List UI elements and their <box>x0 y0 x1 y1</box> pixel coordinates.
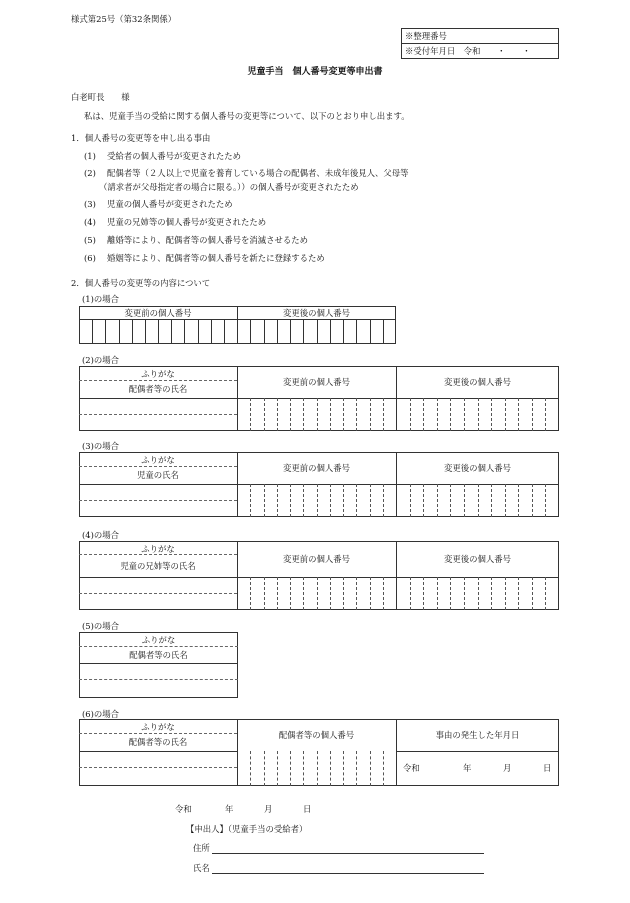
section1-heading: 1．個人番号の変更等を申し出る事由 <box>71 133 211 143</box>
digit-cell-divider <box>383 577 384 610</box>
reason-1-num: (1) <box>84 151 96 161</box>
digit-cell-divider <box>478 484 479 517</box>
digit-cell-divider <box>450 484 451 517</box>
reason-4-text: 児童の兄姉等の個人番号が変更されたため <box>107 217 267 227</box>
digit-cell-divider <box>343 751 344 786</box>
digit-cell-divider <box>450 398 451 431</box>
digit-cell-divider <box>410 484 411 517</box>
case4-name-label: 児童の兄姉等の氏名 <box>120 561 196 571</box>
digit-cell-divider <box>478 577 479 610</box>
digit-cell-divider <box>277 484 278 517</box>
digit-cell-divider <box>264 319 265 344</box>
digit-cell-divider <box>105 319 106 344</box>
digit-cell-divider <box>491 398 492 431</box>
digit-cell-divider <box>330 319 331 344</box>
digit-cell-divider <box>224 319 225 344</box>
digit-cell-divider <box>532 398 533 431</box>
footer-date-year: 年 <box>225 804 234 814</box>
case3-name-label: 児童の氏名 <box>137 470 179 480</box>
addressee: 白老町長 様 <box>71 92 130 102</box>
digit-cell-divider <box>317 577 318 610</box>
case5-label: (5)の場合 <box>82 621 119 631</box>
reference-number-label: ※整理番号 <box>405 31 447 41</box>
case2-name-label: 配偶者等の氏名 <box>128 384 188 394</box>
digit-cell-divider <box>119 319 120 344</box>
reason-2-num: (2) <box>84 168 96 178</box>
digit-cell-divider <box>330 484 331 517</box>
case4-label: (4)の場合 <box>82 530 119 540</box>
digit-cell-divider <box>505 484 506 517</box>
digit-cell-divider <box>303 484 304 517</box>
digit-cell-divider <box>437 577 438 610</box>
digit-cell-divider <box>491 577 492 610</box>
case5-furigana-label: ふりがな <box>141 635 176 645</box>
address-label: 住所 <box>193 843 210 853</box>
digit-cell-divider <box>264 751 265 786</box>
case6-label: (6)の場合 <box>82 709 119 719</box>
digit-cell-divider <box>423 577 424 610</box>
page-title: 児童手当 個人番号変更等申出書 <box>247 67 383 77</box>
reason-4-num: (4) <box>84 217 96 227</box>
digit-cell-divider <box>545 398 546 431</box>
footer-date-era: 令和 <box>175 804 192 814</box>
digit-cell-divider <box>410 577 411 610</box>
receipt-date-label: ※受付年月日 令和 ・ ・ <box>405 46 531 56</box>
digit-cell-divider <box>383 319 384 344</box>
case3-before-header: 変更前の個人番号 <box>283 463 350 473</box>
footer-date-month: 月 <box>264 804 273 814</box>
reason-2-text-cont: （請求者が父母指定者の場合に限る。））の個人番号が変更されたため <box>99 182 359 192</box>
digit-cell-divider <box>505 398 506 431</box>
name-field[interactable] <box>212 873 484 874</box>
case6-date-header: 事由の発生した年月日 <box>435 730 520 740</box>
digit-cell-divider <box>437 484 438 517</box>
digit-cell-divider <box>383 398 384 431</box>
digit-cell-divider <box>303 319 304 344</box>
digit-cell-divider <box>370 751 371 786</box>
digit-cell-divider <box>545 484 546 517</box>
reason-6-text: 婚姻等により、配偶者等の個人番号を新たに登録するため <box>107 253 325 263</box>
reason-5-num: (5) <box>84 235 96 245</box>
applicant-heading: 【申出人】（児童手当の受給者） <box>186 824 308 834</box>
reason-3-num: (3) <box>84 199 96 209</box>
digit-cell-divider <box>532 577 533 610</box>
digit-cell-divider <box>330 577 331 610</box>
digit-cell-divider <box>145 319 146 344</box>
case3-after-header: 変更後の個人番号 <box>444 463 511 473</box>
digit-cell-divider <box>317 319 318 344</box>
digit-cell-divider <box>277 577 278 610</box>
digit-cell-divider <box>518 398 519 431</box>
digit-cell-divider <box>383 484 384 517</box>
case6-date-month: 月 <box>503 763 512 773</box>
digit-cell-divider <box>518 577 519 610</box>
case2-furigana-label: ふりがな <box>141 369 175 379</box>
digit-cell-divider <box>343 398 344 431</box>
digit-cell-divider <box>410 398 411 431</box>
digit-cell-divider <box>250 751 251 786</box>
case1-label: (1)の場合 <box>82 294 119 304</box>
digit-cell-divider <box>290 751 291 786</box>
digit-cell-divider <box>518 484 519 517</box>
digit-cell-divider <box>356 484 357 517</box>
digit-cell-divider <box>277 319 278 344</box>
digit-cell-divider <box>317 484 318 517</box>
digit-cell-divider <box>423 398 424 431</box>
case1-after-header: 変更後の個人番号 <box>283 308 350 318</box>
digit-cell-divider <box>370 484 371 517</box>
digit-cell-divider <box>211 319 212 344</box>
digit-cell-divider <box>303 577 304 610</box>
case4-after-header: 変更後の個人番号 <box>444 554 511 564</box>
digit-cell-divider <box>184 319 185 344</box>
digit-cell-divider <box>356 319 357 344</box>
case1-before-header: 変更前の個人番号 <box>124 308 192 318</box>
case3-label: (3)の場合 <box>82 441 119 451</box>
case4-before-header: 変更前の個人番号 <box>283 554 350 564</box>
digit-cell-divider <box>250 319 251 344</box>
digit-cell-divider <box>250 398 251 431</box>
digit-cell-divider <box>478 398 479 431</box>
case6-furigana-label: ふりがな <box>141 722 175 732</box>
digit-cell-divider <box>158 319 159 344</box>
digit-cell-divider <box>491 484 492 517</box>
case6-number-header: 配偶者等の個人番号 <box>278 730 355 740</box>
reason-2-text: 配偶者等（２人以上で児童を養育している場合の配偶者、未成年後見人、父母等 <box>107 168 409 178</box>
digit-cell-divider <box>330 398 331 431</box>
case4-furigana-label: ふりがな <box>141 544 175 554</box>
digit-cell-divider <box>437 398 438 431</box>
digit-cell-divider <box>356 398 357 431</box>
digit-cell-divider <box>532 484 533 517</box>
case5-name-label: 配偶者等の氏名 <box>129 650 188 660</box>
digit-cell-divider <box>505 577 506 610</box>
digit-cell-divider <box>303 398 304 431</box>
digit-cell-divider <box>277 398 278 431</box>
digit-cell-divider <box>317 398 318 431</box>
name-label: 氏名 <box>193 863 210 873</box>
digit-cell-divider <box>198 319 199 344</box>
case2-label: (2)の場合 <box>82 355 119 365</box>
digit-cell-divider <box>464 398 465 431</box>
case2-before-header: 変更前の個人番号 <box>283 377 350 387</box>
digit-cell-divider <box>250 577 251 610</box>
digit-cell-divider <box>92 319 93 344</box>
digit-cell-divider <box>264 484 265 517</box>
digit-cell-divider <box>464 577 465 610</box>
digit-cell-divider <box>303 751 304 786</box>
address-field[interactable] <box>212 853 484 854</box>
digit-cell-divider <box>383 751 384 786</box>
form-number: 様式第25号（第32条関係） <box>71 14 177 24</box>
digit-cell-divider <box>343 319 344 344</box>
reason-5-text: 離婚等により、配偶者等の個人番号を消滅させるため <box>107 235 308 245</box>
digit-cell-divider <box>356 577 357 610</box>
digit-cell-divider <box>290 484 291 517</box>
case2-after-header: 変更後の個人番号 <box>444 377 511 387</box>
digit-cell-divider <box>317 751 318 786</box>
digit-cell-divider <box>132 319 133 344</box>
digit-cell-divider <box>330 751 331 786</box>
digit-cell-divider <box>250 484 251 517</box>
digit-cell-divider <box>343 484 344 517</box>
case6-date-day: 日 <box>543 763 552 773</box>
digit-cell-divider <box>264 577 265 610</box>
digit-cell-divider <box>290 398 291 431</box>
case3-furigana-label: ふりがな <box>141 455 175 465</box>
digit-cell-divider <box>290 577 291 610</box>
digit-cell-divider <box>545 577 546 610</box>
case6-date-year: 年 <box>463 763 472 773</box>
digit-cell-divider <box>277 751 278 786</box>
case6-name-label: 配偶者等の氏名 <box>128 737 188 747</box>
digit-cell-divider <box>343 577 344 610</box>
reason-6-num: (6) <box>84 253 96 263</box>
section2-heading: 2．個人番号の変更等の内容について <box>71 278 211 288</box>
digit-cell-divider <box>356 751 357 786</box>
intro-text: 私は、児童手当の受給に関する個人番号の変更等について、以下のとおり申し出ます。 <box>84 111 410 121</box>
digit-cell-divider <box>450 577 451 610</box>
digit-cell-divider <box>171 319 172 344</box>
digit-cell-divider <box>290 319 291 344</box>
digit-cell-divider <box>370 577 371 610</box>
footer-date-day: 日 <box>303 804 312 814</box>
digit-cell-divider <box>423 484 424 517</box>
digit-cell-divider <box>264 398 265 431</box>
digit-cell-divider <box>370 319 371 344</box>
digit-cell-divider <box>370 398 371 431</box>
case6-date-era: 令和 <box>403 763 420 773</box>
reason-3-text: 児童の個人番号が変更されたため <box>107 199 233 209</box>
reason-1-text: 受給者の個人番号が変更されたため <box>107 151 241 161</box>
digit-cell-divider <box>464 484 465 517</box>
